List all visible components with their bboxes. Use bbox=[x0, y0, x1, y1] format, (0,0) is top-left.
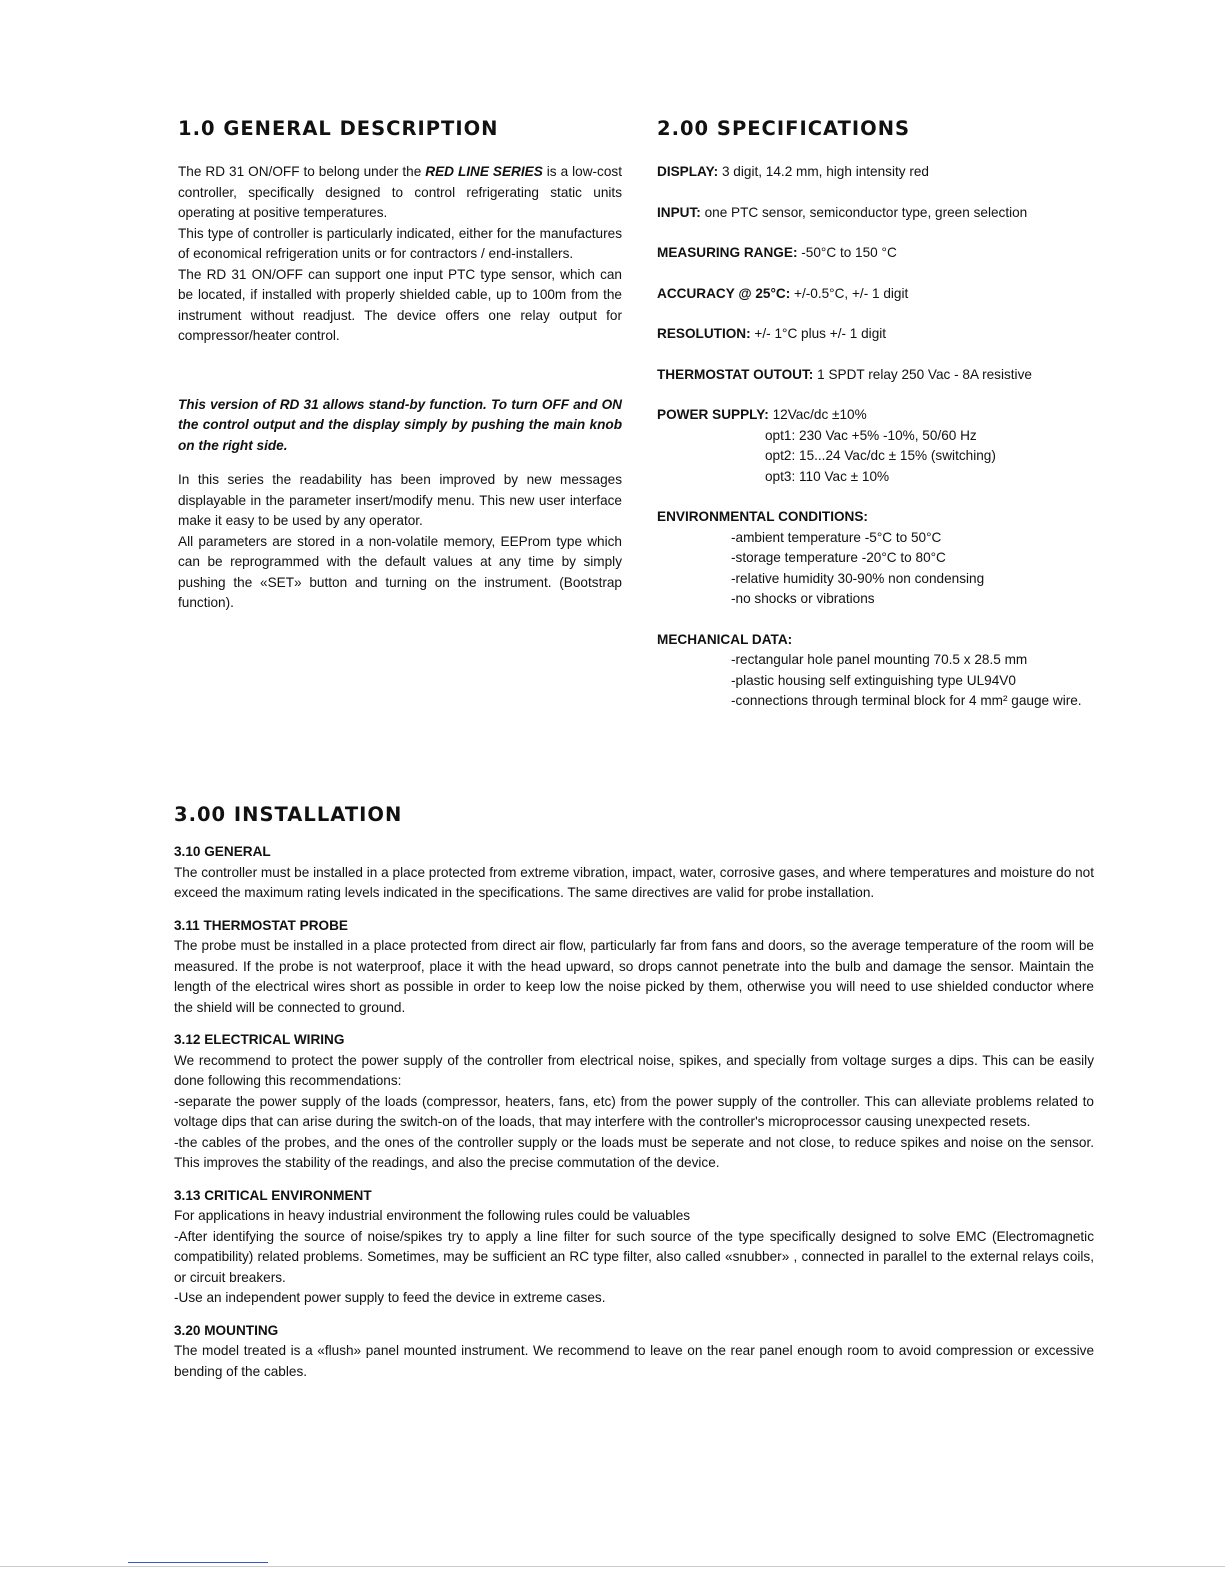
section-3-20-title: 3.20 MOUNTING bbox=[174, 1322, 279, 1338]
spec-resolution-value: +/- 1°C plus +/- 1 digit bbox=[750, 326, 887, 341]
spec-environment-label: ENVIRONMENTAL CONDITIONS: bbox=[657, 509, 868, 524]
specifications-section bbox=[657, 116, 1117, 732]
spec-accuracy bbox=[657, 284, 1117, 305]
spec-range bbox=[657, 243, 1117, 264]
spec-power-label: POWER SUPPLY: bbox=[657, 407, 769, 422]
spec-thermostat bbox=[657, 365, 1117, 386]
spec-accuracy-value: +/-0.5°C, +/- 1 digit bbox=[790, 285, 909, 301]
spec-display-value: 3 digit, 14.2 mm, high intensity red bbox=[718, 164, 929, 179]
general-paragraph-5: All parameters are stored in a non-volatile memory, EEProm type which can be reprogrammed with the default values at any time by simply pushing the «SET» button and turning on the instrument. (Bootstrap function). bbox=[178, 533, 622, 610]
specifications-heading: 2.00 SPECIFICATIONS bbox=[657, 117, 911, 140]
spec-thermostat-value: 1 SPDT relay 250 Vac - 8A resistive bbox=[813, 366, 1032, 382]
spec-env-humidity: -relative humidity 30-90% non condensing bbox=[731, 570, 985, 586]
section-3-12-text-3: -the cables of the probes, and the ones of the controller supply or the loads must be seperate and not close, to reduce spikes and noise on the sensor. This improves the stability of the readings, and also the precise commutation of the device. bbox=[174, 1134, 1094, 1170]
section-3-12-title: 3.12 ELECTRICAL WIRING bbox=[174, 1032, 345, 1047]
red-line-series-label: RED LINE SERIES bbox=[425, 164, 543, 179]
section-3-10-title: 3.10 GENERAL bbox=[174, 844, 271, 859]
spec-display bbox=[657, 162, 1117, 183]
general-paragraph-2: This type of controller is particularly indicated, either for the manufactures of economical refrigeration units or for contractors / end-installers. bbox=[178, 225, 622, 261]
spec-env-ambient: -ambient temperature -5°C to 50°C bbox=[731, 529, 942, 545]
spec-env-shocks: -no shocks or vibrations bbox=[731, 591, 875, 606]
section-3-12-text-1: We recommend to protect the power supply of the controller from electrical noise, spikes, and specially from voltage surges a dips. This can be easily done following this recommendations: bbox=[174, 1052, 1094, 1088]
spec-display-label: DISPLAY: bbox=[657, 164, 719, 179]
spec-range-value: -50°C to 150 °C bbox=[797, 245, 897, 260]
spec-env-storage: -storage temperature -20°C to 80°C bbox=[731, 550, 946, 565]
section-3-13-text-3: -Use an independent power supply to feed the device in extreme cases. bbox=[174, 1290, 606, 1305]
section-3-11-text: The probe must be installed in a place protected from direct air flow, particularly far from fans and doors, so the average temperature of the room will be measured. If the probe is not waterproof, place it with the head upward, so drops cannot penetrate into the bulb and damage the sensor. Maintain the length of the electrical wires short as possible in order to keep low the noise picked by them, otherwise you will need to use shielded conductor where the shield will be connected to ground. bbox=[174, 938, 1094, 1015]
spec-thermostat-label: THERMOSTAT OUTOUT: bbox=[657, 366, 814, 382]
standby-note: This version of RD 31 allows stand-by function. To turn OFF and ON the control output and the display simply by pushing the main knob on the right side. bbox=[178, 396, 622, 453]
page-bottom-rule bbox=[0, 1566, 1225, 1567]
spec-environment bbox=[657, 507, 1117, 610]
spec-range-label: MEASURING RANGE: bbox=[657, 245, 798, 260]
general-description-heading: 1.0 GENERAL DESCRIPTION bbox=[178, 117, 499, 140]
spec-mech-connections: -connections through terminal block for 4 mm² gauge wire. bbox=[731, 693, 1082, 708]
spec-power-value: 12Vac/dc ±10% bbox=[768, 407, 867, 422]
spec-mechanical-label: MECHANICAL DATA: bbox=[657, 631, 793, 647]
section-3-10-text: The controller must be installed in a place protected from extreme vibration, impact, water, corrosive gases, and where temperatures and moisture do not exceed the maximum rating levels indicated in the specifications. The same directives are valid for probe installation. bbox=[174, 864, 1094, 900]
spec-resolution-label: RESOLUTION: bbox=[657, 326, 751, 341]
spec-power bbox=[657, 405, 1117, 487]
spec-mech-housing: -plastic housing self extinguishing type UL94V0 bbox=[731, 672, 1016, 688]
installation-section bbox=[174, 802, 1094, 1382]
general-paragraph-1 bbox=[178, 162, 622, 224]
spec-input-label: INPUT: bbox=[657, 204, 701, 220]
footer-link-underline bbox=[128, 1562, 268, 1563]
general-paragraph-4: In this series the readability has been improved by new messages displayable in the parameter insert/modify menu. This new user interface make it easy to be used by any operator. bbox=[178, 472, 622, 528]
section-3-13-text-1: For applications in heavy industrial environment the following rules could be valuables bbox=[174, 1208, 691, 1223]
spec-accuracy-label: ACCURACY @ 25°C: bbox=[657, 285, 791, 301]
general-p1-text-b: is a low-cost controller, specifically designed to control refrigerating static units operating at positive temperatures. bbox=[178, 164, 622, 220]
spec-power-opt3: opt3: 110 Vac ± 10% bbox=[765, 468, 890, 484]
spec-input bbox=[657, 203, 1117, 224]
spec-mechanical bbox=[657, 630, 1117, 712]
spec-power-opt1: opt1: 230 Vac +5% -10%, 50/60 Hz bbox=[765, 427, 977, 443]
general-description-section bbox=[178, 116, 622, 614]
section-3-12-text-2: -separate the power supply of the loads (compressor, heaters, fans, etc) from the power supply of the controller. This can alleviate problems related to voltage dips that can arise during the switch-on of the loads, that may interfere with the controller's microprocessor causing unexpected resets. bbox=[174, 1093, 1094, 1129]
spec-input-value: one PTC sensor, semiconductor type, green selection bbox=[700, 204, 1028, 220]
general-paragraph-3: The RD 31 ON/OFF can support one input PTC type sensor, which can be located, if installed with properly shielded cable, up to 100m from the instrument without readjust. The device offers one relay output for compressor/heater control. bbox=[178, 266, 622, 343]
section-3-13-title: 3.13 CRITICAL ENVIRONMENT bbox=[174, 1187, 372, 1203]
spec-resolution bbox=[657, 324, 1117, 345]
installation-heading: 3.00 INSTALLATION bbox=[174, 803, 403, 826]
spec-mech-panel: -rectangular hole panel mounting 70.5 x 28.5 mm bbox=[731, 652, 1028, 667]
spec-power-opt2: opt2: 15...24 Vac/dc ± 15% (switching) bbox=[765, 448, 996, 463]
section-3-20-text: The model treated is a «flush» panel mounted instrument. We recommend to leave on the rear panel enough room to avoid compression or excessive bending of the cables. bbox=[174, 1343, 1094, 1379]
section-3-11-title: 3.11 THERMOSTAT PROBE bbox=[174, 917, 348, 933]
section-3-13-text-2: -After identifying the source of noise/spikes try to apply a line filter for such source of the type specifically designed to solve EMC (Electromagnetic compatibility) related problems. Sometimes, may be sufficient an RC type filter, also called «snubber» , connected in parallel to the external relays coils, or circuit breakers. bbox=[174, 1228, 1094, 1285]
general-p1-text-a: The RD 31 ON/OFF to belong under the bbox=[178, 164, 426, 179]
